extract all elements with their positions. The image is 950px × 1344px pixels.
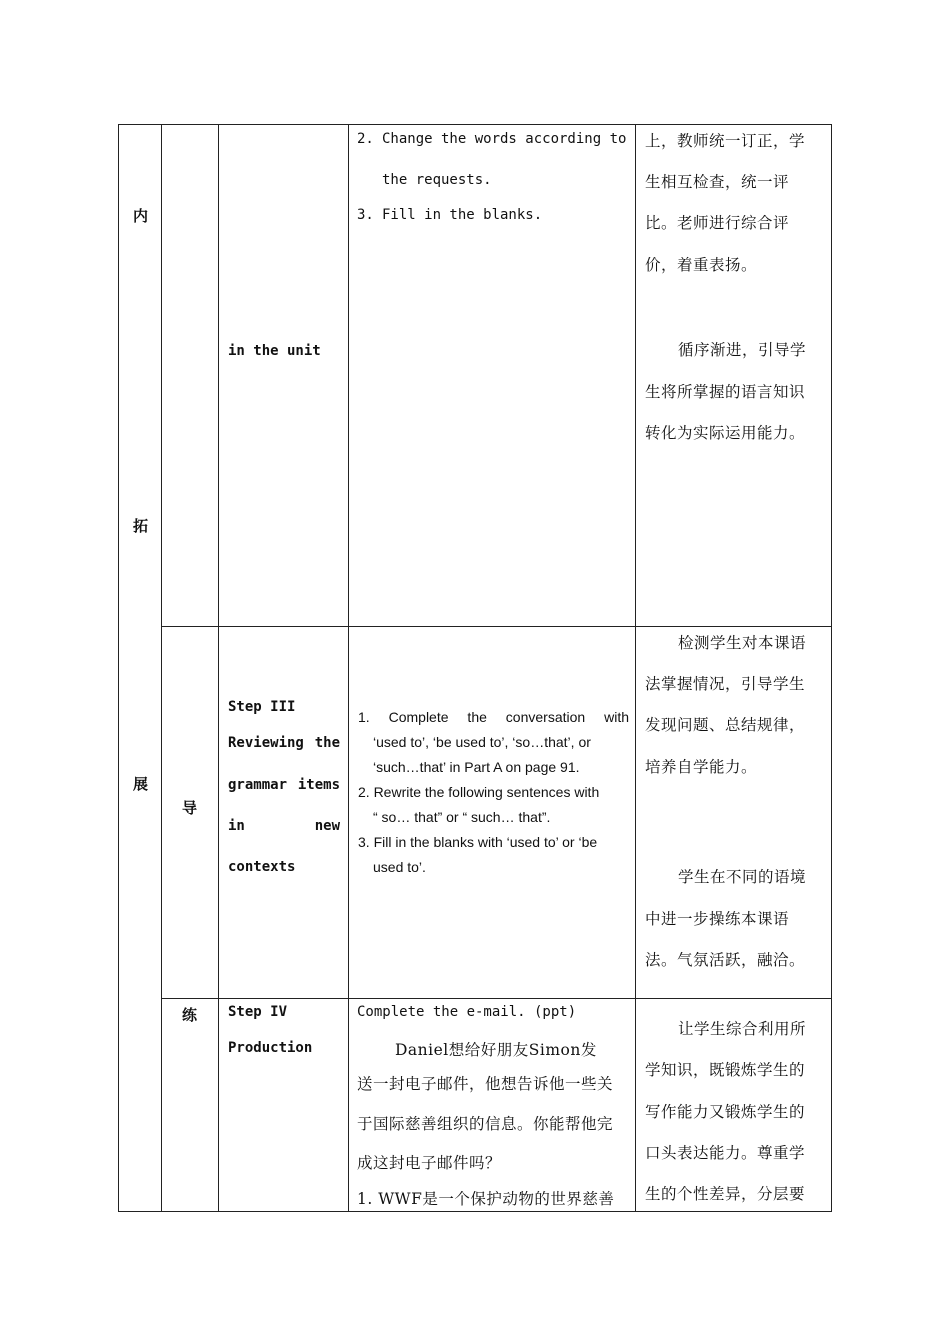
table-row [119, 627, 832, 999]
activity-line: ‘such…that’ in Part A on page 91. [373, 759, 580, 775]
purpose-line: 培养自学能力。 [645, 758, 758, 776]
step-line: contexts [228, 859, 296, 875]
purpose-cell [636, 627, 832, 999]
purpose-line: 上，教师统一订正，学 [645, 132, 806, 150]
purpose-line: 学生在不同的语境 [678, 868, 807, 886]
activity-cell [349, 627, 636, 999]
table-row [119, 999, 832, 1212]
activity-line: 2. Rewrite the following sentences with [358, 784, 600, 800]
purpose-line: 口头表达能力。尊重学 [645, 1144, 806, 1162]
step-line: Production [228, 1040, 313, 1056]
purpose-line: 检测学生对本课语 [678, 634, 807, 652]
step-line: in new [228, 818, 340, 834]
method-cell [162, 999, 219, 1212]
activity-line: “ so… that” or “ such… that”. [373, 809, 551, 825]
activity-line: Complete the e-mail. (ppt) [357, 1004, 577, 1020]
activity-line: 1. WWF是一个保护动物的世界慈善 [357, 1190, 615, 1208]
stage-char-zhan: 展 [133, 775, 149, 793]
activity-line: used to’. [373, 859, 426, 875]
purpose-cell [636, 999, 832, 1212]
stage-char-nei: 内 [133, 207, 149, 225]
stage-char-tuo: 拓 [133, 517, 149, 535]
method-char-dao: 导 [182, 799, 198, 817]
step-line: Step IV [228, 1004, 288, 1020]
method-char-lian: 练 [182, 1006, 198, 1024]
step-cell [219, 125, 349, 627]
step-line: Step III [228, 699, 296, 715]
purpose-line: 让学生综合利用所 [678, 1020, 807, 1038]
lesson-plan-table [118, 124, 832, 1212]
activity-line: 于国际慈善组织的信息。你能帮他完 [357, 1115, 614, 1133]
activity-text: the requests. [382, 172, 492, 188]
activity-text: Change the words according to [382, 131, 627, 147]
purpose-cell [636, 125, 832, 627]
step-label: in the unit [228, 343, 321, 359]
activity-line: 1. Complete the conversation with [358, 709, 629, 725]
activity-line: 成这封电子邮件吗？ [357, 1154, 502, 1172]
purpose-line: 生将所掌握的语言知识 [645, 383, 806, 401]
activity-line: 送一封电子邮件，他想告诉他一些关 [357, 1075, 614, 1093]
step-cell [219, 627, 349, 999]
method-cell [162, 627, 219, 999]
activity-text: Fill in the blanks. [382, 207, 543, 223]
activity-line: 3. Fill in the blanks with ‘used to’ or ‘be [358, 834, 598, 850]
activity-line: Daniel想给好朋友Simon发 [395, 1041, 597, 1059]
purpose-line: 生相互检查，统一评 [645, 173, 790, 191]
activity-line: ‘used to’, ‘be used to’, ‘so…that’, or [373, 734, 591, 750]
step-line: grammar items [228, 777, 340, 793]
purpose-line: 比。老师进行综合评 [645, 214, 790, 232]
purpose-line: 法。气氛活跃，融洽。 [645, 951, 806, 969]
activity-number: 2. [357, 131, 374, 147]
step-cell [219, 999, 349, 1212]
table-row [119, 125, 832, 627]
purpose-line: 价，着重表扬。 [645, 256, 758, 274]
purpose-line: 中进一步操练本课语 [645, 910, 790, 928]
activity-cell [349, 999, 636, 1212]
step-line: Reviewing the [228, 735, 340, 751]
purpose-line: 转化为实际运用能力。 [645, 424, 806, 442]
activity-cell [349, 125, 636, 627]
stage-column-cell [119, 125, 162, 1212]
purpose-line: 学知识，既锻炼学生的 [645, 1061, 806, 1079]
purpose-line: 发现问题、总结规律， [645, 716, 806, 734]
activity-number: 3. [357, 207, 374, 223]
method-cell [162, 125, 219, 627]
purpose-line: 循序渐进，引导学 [678, 341, 807, 359]
purpose-line: 生的个性差异，分层要 [645, 1185, 806, 1203]
purpose-line: 写作能力又锻炼学生的 [645, 1103, 806, 1121]
purpose-line: 法掌握情况，引导学生 [645, 675, 806, 693]
